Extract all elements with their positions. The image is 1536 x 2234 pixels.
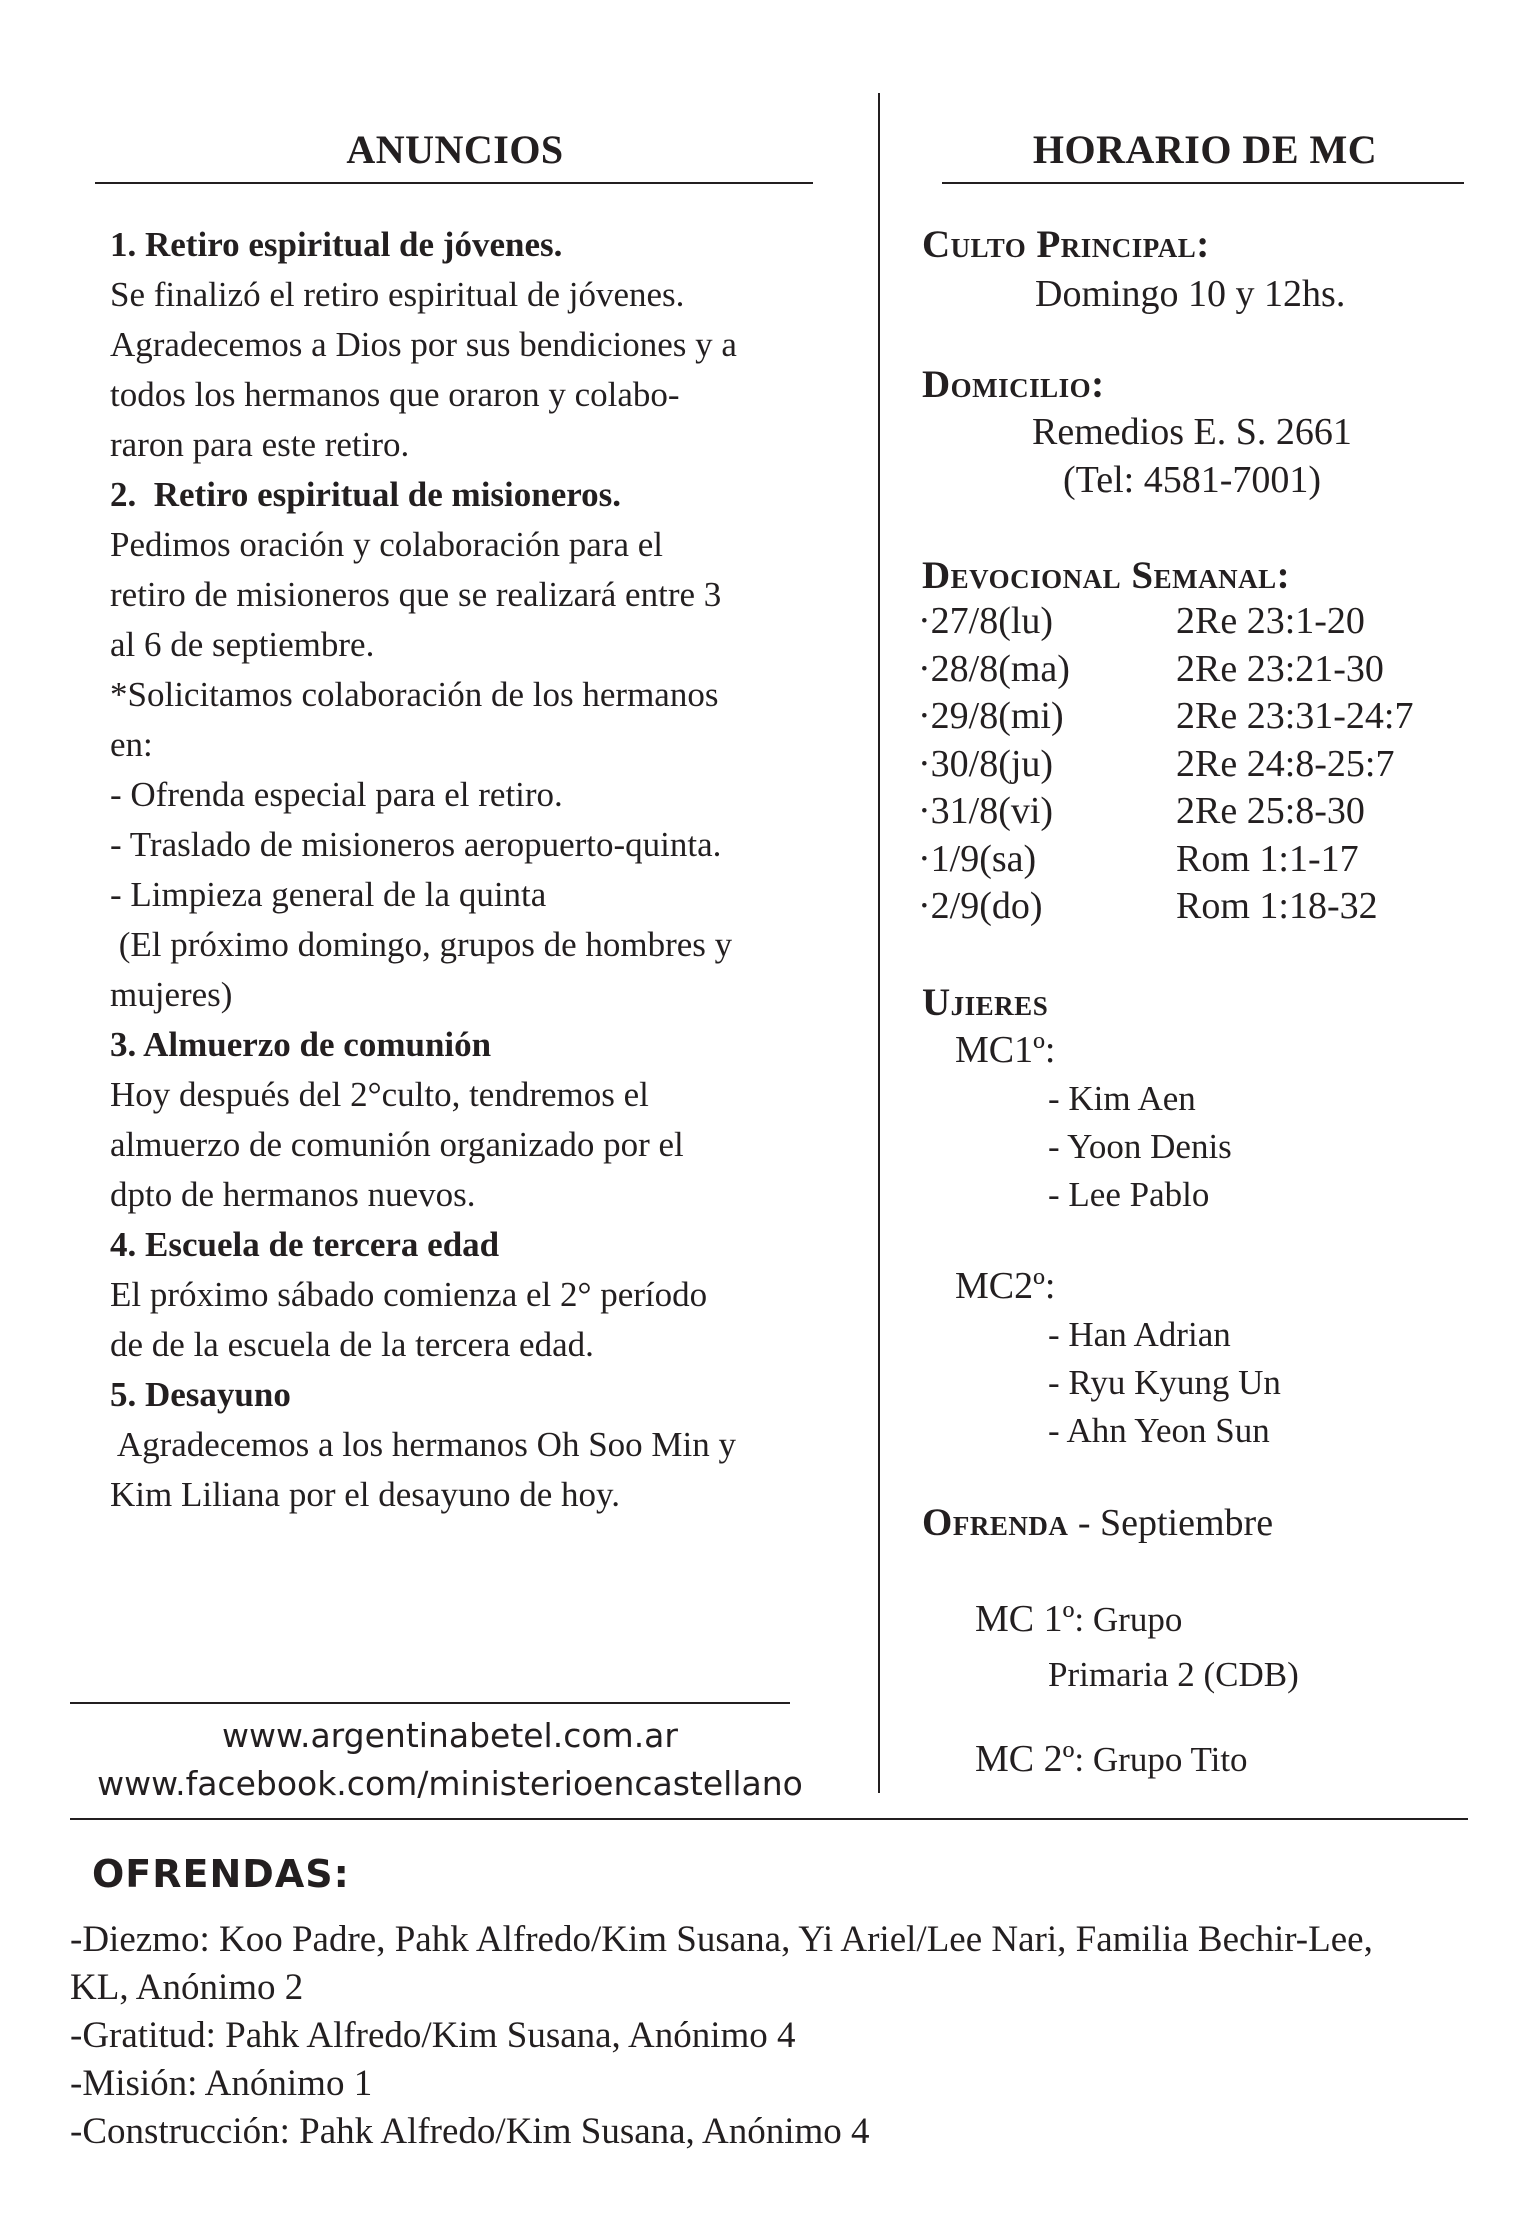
devocional-row <box>918 836 1508 884</box>
anuncio-line: dpto de hermanos nuevos. <box>110 1175 476 1214</box>
devocional-row <box>918 741 1508 789</box>
domicilio-address: Remedios E. S. 2661 <box>1032 411 1352 453</box>
devocional-row <box>918 693 1508 741</box>
anuncio-title: 5. Desayuno <box>110 1375 291 1414</box>
website-link[interactable]: www.argentinabetel.com.ar <box>222 1716 678 1755</box>
anuncio-line: almuerzo de comunión organizado por el <box>110 1125 684 1164</box>
anuncio-line: retiro de misioneros que se realizará entre 3 <box>110 575 722 614</box>
anuncio-line: todos los hermanos que oraron y colabo- <box>110 375 680 414</box>
usher-name: - Ahn Yeon Sun <box>1048 1411 1270 1450</box>
devocional-day: ·28/8(ma) <box>918 647 1070 690</box>
anuncio-line: de de la escuela de la tercera edad. <box>110 1325 594 1364</box>
ofrenda-month: - Septiembre <box>1068 1502 1274 1544</box>
culto-label: Culto Principal: <box>922 223 1210 266</box>
anuncio-title: 3. Almuerzo de comunión <box>110 1025 492 1064</box>
horario-title: HORARIO DE MC <box>1032 127 1378 172</box>
ofrenda-line: -Construcción: Pahk Alfredo/Kim Susana, Anónimo 4 <box>70 2111 870 2152</box>
mc2-names <box>1048 1311 1281 1455</box>
anuncio-item <box>110 1020 850 1220</box>
anuncios-list <box>110 220 850 1520</box>
devocional-day: ·31/8(vi) <box>918 790 1054 832</box>
ofrenda-line: -Misión: Anónimo 1 <box>70 2063 373 2104</box>
mc1-names <box>1048 1075 1232 1219</box>
devocional-ref: Rom 1:18-32 <box>1176 885 1378 927</box>
anuncio-item <box>110 1370 850 1520</box>
devocional-row <box>918 883 1508 931</box>
usher-name: - Yoon Denis <box>1048 1127 1232 1166</box>
anuncio-line: Se finalizó el retiro espiritual de jóvenes. <box>110 275 685 314</box>
devocional-schedule <box>918 598 1508 931</box>
ofrenda-line: KL, Anónimo 2 <box>70 1967 304 2008</box>
facebook-link[interactable]: www.facebook.com/ministerioencastellano <box>97 1764 803 1803</box>
ofrenda-mc1-label: MC 1º <box>975 1598 1075 1640</box>
devocional-ref: 2Re 24:8-25:7 <box>1176 742 1395 785</box>
anuncio-line: (El próximo domingo, grupos de hombres y <box>110 925 733 964</box>
links-block <box>40 1712 860 1808</box>
domicilio-label: Domicilio: <box>922 363 1105 406</box>
anuncio-line: - Limpieza general de la quinta <box>110 875 547 914</box>
ujieres-label: Ujieres <box>922 981 1049 1024</box>
links-rule <box>70 1702 790 1704</box>
culto-value: Domingo 10 y 12hs. <box>1035 273 1346 315</box>
horario-title-rule <box>942 182 1464 184</box>
column-divider <box>878 93 880 1793</box>
devocional-day: ·29/8(mi) <box>918 695 1064 737</box>
devocional-ref: 2Re 23:1-20 <box>1176 600 1365 642</box>
ofrenda-line: -Gratitud: Pahk Alfredo/Kim Susana, Anónimo 4 <box>70 2015 796 2056</box>
ofrendas-top-rule <box>70 1818 1468 1820</box>
anuncios-title-rule <box>95 182 813 184</box>
devocional-row <box>918 646 1508 694</box>
anuncio-line: mujeres) <box>110 975 233 1014</box>
ofrenda-mc2-label: MC 2º <box>975 1738 1075 1780</box>
ofrenda-mc1 <box>975 1595 1299 1699</box>
ofrenda-mc1-group: : Grupo <box>1074 1600 1183 1639</box>
devocional-ref: 2Re 23:21-30 <box>1176 647 1384 690</box>
anuncio-line: El próximo sábado comienza el 2° período <box>110 1275 708 1314</box>
ofrenda-heading <box>922 1500 1273 1545</box>
usher-name: - Kim Aen <box>1048 1079 1196 1118</box>
anuncio-line: Kim Liliana por el desayuno de hoy. <box>110 1475 620 1514</box>
anuncio-line: - Traslado de misioneros aeropuerto-quinta. <box>110 825 722 864</box>
usher-name: - Han Adrian <box>1048 1315 1231 1354</box>
mc1-label: MC1º: <box>955 1029 1056 1071</box>
anuncio-line: *Solicitamos colaboración de los hermanos <box>110 675 719 714</box>
anuncio-line: Pedimos oración y colaboración para el <box>110 525 663 564</box>
anuncio-line: al 6 de septiembre. <box>110 625 375 664</box>
anuncio-line: raron para este retiro. <box>110 425 410 464</box>
anuncio-line: Agradecemos a los hermanos Oh Soo Min y <box>110 1425 737 1464</box>
devocional-day: ·30/8(ju) <box>918 742 1054 785</box>
anuncio-line: - Ofrenda especial para el retiro. <box>110 775 563 814</box>
devocional-day: ·2/9(do) <box>918 885 1043 927</box>
anuncio-title: 1. Retiro espiritual de jóvenes. <box>110 225 563 264</box>
mc2-label: MC2º: <box>955 1265 1056 1307</box>
anuncio-item <box>110 470 850 1020</box>
devocional-ref: 2Re 25:8-30 <box>1176 790 1365 832</box>
devocional-label: Devocional Semanal: <box>922 554 1291 597</box>
usher-name: - Ryu Kyung Un <box>1048 1363 1281 1402</box>
anuncios-title: ANUNCIOS <box>346 127 564 172</box>
ofrenda-label: Ofrenda <box>922 1501 1069 1544</box>
ofrenda-line: -Diezmo: Koo Padre, Pahk Alfredo/Kim Susana, Yi Ariel/Lee Nari, Familia Bechir-Lee, <box>70 1919 1373 1960</box>
anuncio-item <box>110 1220 850 1370</box>
devocional-day: ·1/9(sa) <box>918 837 1037 880</box>
devocional-ref: 2Re 23:31-24:7 <box>1176 695 1414 737</box>
usher-name: - Lee Pablo <box>1048 1175 1210 1214</box>
anuncio-item <box>110 220 850 470</box>
ofrendas-title: OFRENDAS: <box>92 1852 350 1896</box>
ofrenda-mc2 <box>975 1737 1248 1781</box>
ofrendas-list <box>70 1916 1510 2156</box>
devocional-day: ·27/8(lu) <box>918 600 1054 642</box>
ofrenda-mc2-group: : Grupo Tito <box>1074 1740 1248 1779</box>
devocional-ref: Rom 1:1-17 <box>1176 837 1359 880</box>
ofrenda-mc1-group2: Primaria 2 (CDB) <box>1048 1655 1299 1694</box>
devocional-row <box>918 598 1508 646</box>
domicilio-tel: (Tel: 4581-7001) <box>1063 459 1322 501</box>
anuncio-line: Hoy después del 2°culto, tendremos el <box>110 1075 649 1114</box>
anuncio-title: 4. Escuela de tercera edad <box>110 1225 500 1264</box>
devocional-row <box>918 788 1508 836</box>
anuncio-title: 2. Retiro espiritual de misioneros. <box>110 475 622 514</box>
anuncio-line: Agradecemos a Dios por sus bendiciones y a <box>110 325 737 364</box>
anuncio-line: en: <box>110 725 153 764</box>
